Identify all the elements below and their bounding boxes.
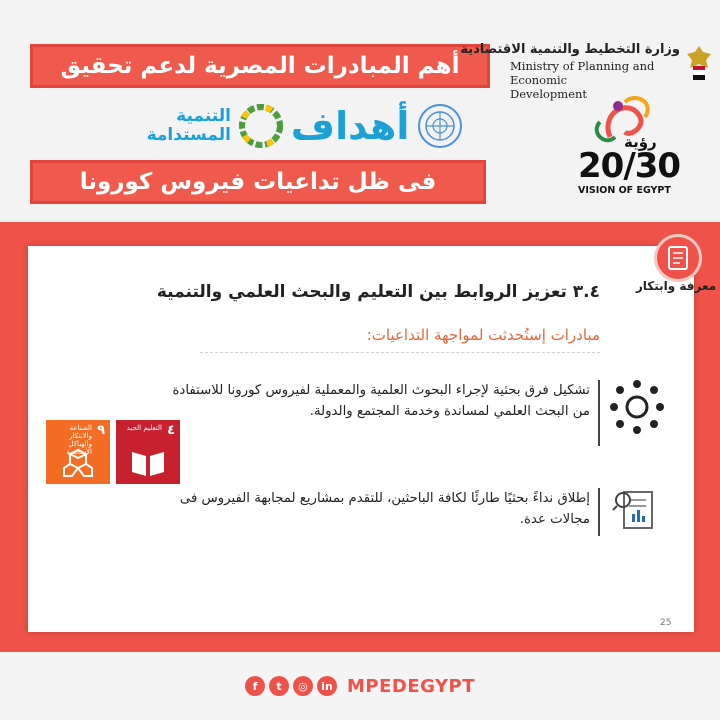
vision-label-en: VISION OF EGYPT bbox=[578, 185, 671, 196]
vision-number: 20/30 bbox=[578, 146, 681, 186]
sdg-subtitle-line1: التنمية bbox=[176, 106, 231, 126]
title-banner-top: أهم المبادرات المصرية لدعم تحقيق bbox=[30, 44, 490, 88]
section-title: ٣.٤ تعزيز الروابط بين التعليم والبحث العلمي والتنمية bbox=[156, 282, 600, 302]
team-meeting-icon bbox=[608, 378, 666, 436]
divider bbox=[200, 352, 600, 353]
sdg-subtitle-line2: المستدامة bbox=[146, 125, 231, 145]
sdg-wheel-icon bbox=[239, 104, 283, 148]
book-icon bbox=[130, 448, 166, 478]
vision-label-ar: رؤية bbox=[624, 133, 657, 151]
sdg-logo-row bbox=[146, 96, 460, 156]
sdg-goal-9-number: ٩ bbox=[97, 423, 105, 438]
sdg-goal-9-label: الصناعة والابتكار والهياكل الأساسية bbox=[66, 424, 92, 456]
ministry-name-en-line2: Development bbox=[510, 87, 588, 101]
initiative-item-2: إطلاق نداءً بحثيًا طارئًا لكافة الباحثين، للتقدم بمشاريع لمجابهة الفيروس فى مجالات عدة. bbox=[160, 488, 600, 536]
sdg-main-word: أهداف bbox=[290, 104, 410, 148]
category-tag bbox=[632, 226, 720, 296]
initiative-item-1: تشكيل فرق بحثية لإجراء البحوث العلمية والمعملية لفيروس كورونا للاستفادة من البحث العلمي لمساندة وخدمة المجتمع والدولة. bbox=[160, 380, 600, 446]
initiatives-heading: مبادرات إستُحدثت لمواجهة التداعيات: bbox=[366, 326, 600, 344]
footer bbox=[0, 652, 720, 720]
linkedin-icon[interactable]: in bbox=[317, 676, 337, 696]
sdg-goal-9-card bbox=[46, 420, 110, 484]
title-banner-bottom: فى ظل تداعيات فيروس كورونا bbox=[30, 160, 486, 204]
page-number: 25 bbox=[660, 618, 672, 628]
un-logo-icon bbox=[417, 103, 463, 149]
twitter-icon[interactable]: t bbox=[269, 676, 289, 696]
sdg-goal-4-card bbox=[116, 420, 180, 484]
egypt-eagle-emblem-icon bbox=[684, 44, 714, 86]
category-tag-label: معرفة وابتكار bbox=[635, 279, 717, 293]
sdg-goal-4-label: التعليم الجيد bbox=[126, 424, 162, 432]
sdg-goal-4-number: ٤ bbox=[167, 423, 175, 438]
facebook-icon[interactable]: f bbox=[245, 676, 265, 696]
cubes-icon bbox=[60, 448, 96, 478]
research-document-icon bbox=[612, 486, 662, 536]
scroll-icon bbox=[654, 234, 702, 282]
ministry-name-ar: وزارة التخطيط والتنمية الاقتصادية bbox=[460, 42, 680, 57]
social-handle[interactable]: MPEDEGYPT bbox=[346, 675, 476, 697]
ministry-name-en-line1: Ministry of Planning and Economic bbox=[510, 59, 655, 87]
sdg-subtitle bbox=[147, 107, 231, 145]
instagram-icon[interactable]: ◎ bbox=[293, 676, 313, 696]
